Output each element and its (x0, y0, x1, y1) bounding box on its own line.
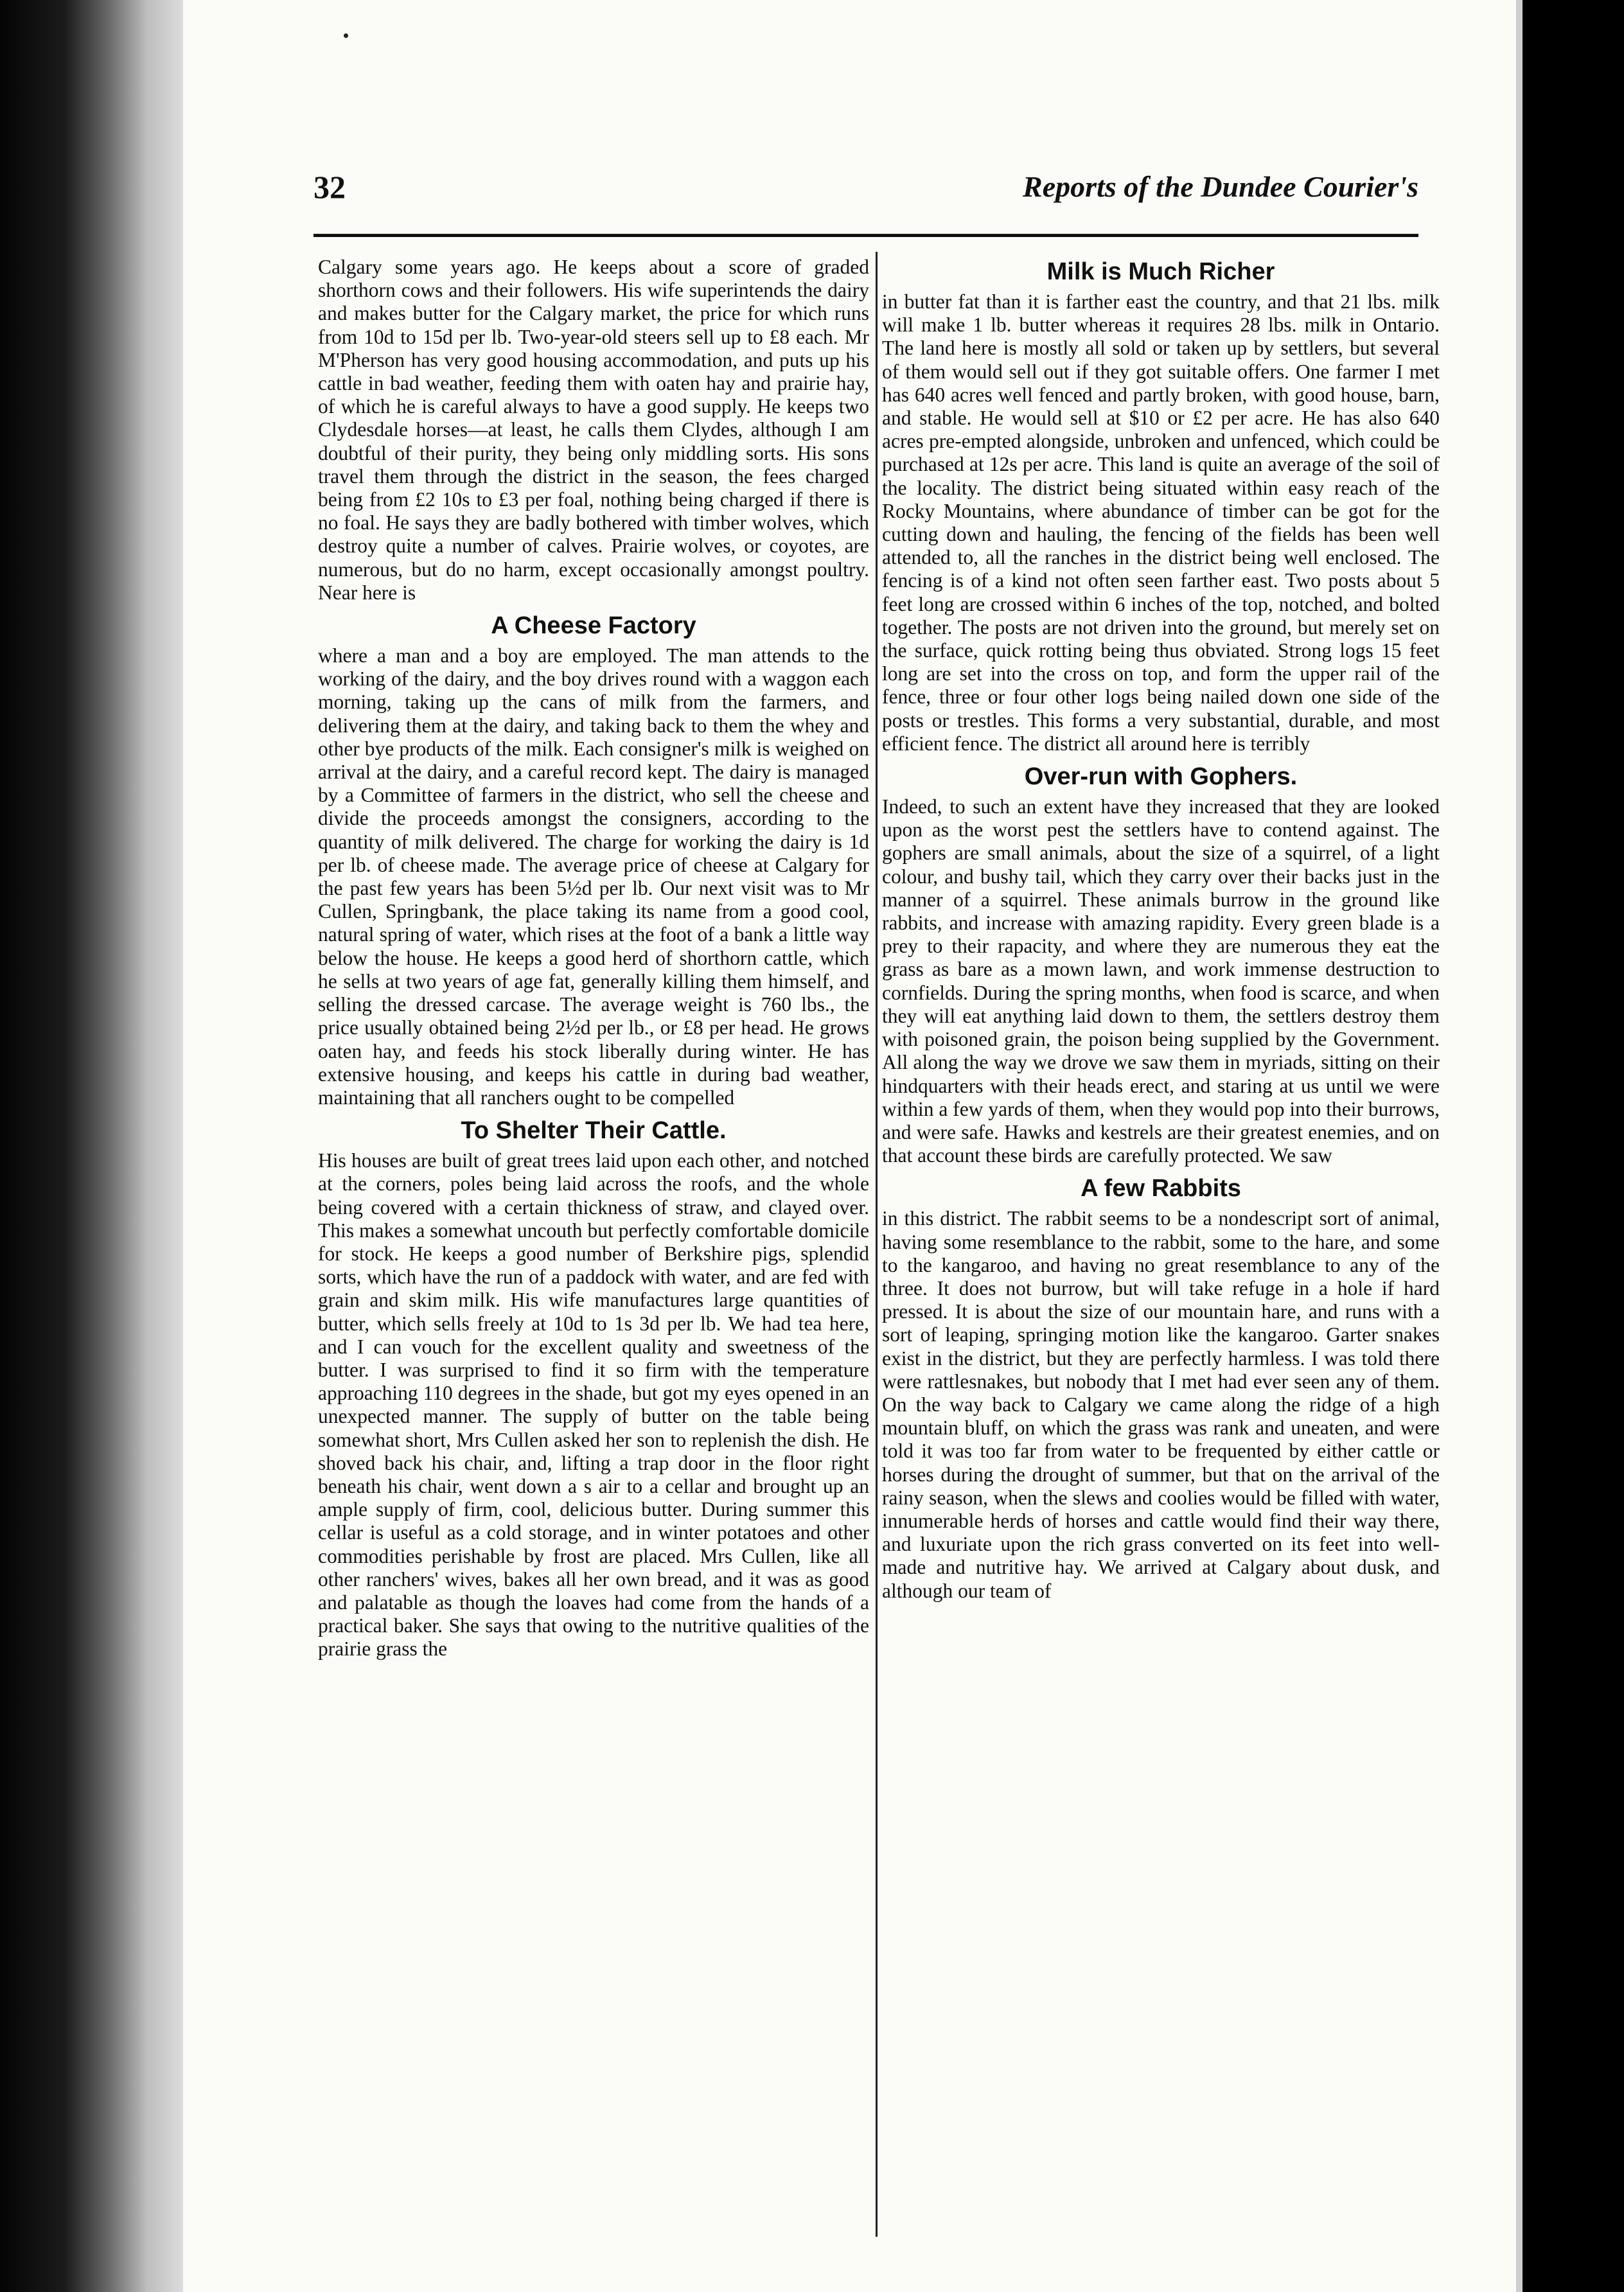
book-spine-shadow (0, 0, 183, 2292)
paragraph: Calgary some years ago. He keeps about a score of graded shorthorn cows and their followers. His wife superintends the dairy and makes butter for the Calgary market, the price for which runs from 10d to 15d per lb. Two-year-old steers sell up to £8 each. Mr M'Pherson has very good housing accommodation, and puts up his cattle in bad weather, feeding them with oaten hay and prairie hay, of which he is careful always to have a good supply. He keeps two Clydesdale horses—at least, he calls them Clydes, although I am doubtful of their purity, they being only middling sorts. His sons travel them through the district in the season, the fees charged being from £2 10s to £3 per foal, nothing being charged if there is no foal. He says they are badly bothered with timber wolves, which destroy quite a number of calves. Prairie wolves, or coyotes, are numerous, but do no harm, except occasionally amongst poultry. Near here is (318, 256, 869, 604)
header-rule (313, 234, 1418, 237)
paragraph: His houses are built of great trees laid upon each other, and notched at the corners, poles being laid across the roofs, and the whole being covered with a certain thickness of straw, and clayed over. This makes a somewhat uncouth but perfectly comfortable domicile for stock. He keeps a good number of Berkshire pigs, splendid sorts, which have the run of a paddock with water, and are fed with grain and skim milk. His wife manufactures large quantities of butter, which sells freely at 10d to 1s 3d per lb. We had tea here, and I can vouch for the excellent quality and sweetness of the butter. I was surprised to find it so firm with the temperature approaching 110 degrees in the shade, but got my eyes opened in an unexpected manner. The supply of butter on the table being somewhat short, Mrs Cullen asked her son to replenish the dish. He shoved back his chair, and, lifting a trap door in the floor right beneath his chair, went down a s air to a cellar and brought up an ample supply of firm, cool, delicious butter. During summer this cellar is useful as a cold storage, and in winter potatoes and other commodities perishable by frost are placed. Mrs Cullen, like all other ranchers' wives, bakes all her own bread, and it was as good and palatable as though the loaves had come from the hands of a practical baker. She says that owing to the nutritive qualities of the prairie grass the (318, 1149, 869, 1661)
paragraph: Indeed, to such an extent have they increased that they are looked upon as the worst pest the settlers have to contend against. The gophers are small animals, about the size of a squirrel, of a light colour, and bushy tail, which they carry over their backs just in the manner of a squirrel. These animals burrow in the ground like rabbits, and increase with amazing rapidity. Every green blade is a prey to their rapacity, and where they are numerous they eat the grass as bare as a mown lawn, and work immense destruction to cornfields. During the spring months, when food is scarce, and when they will eat anything laid down to them, the settlers destroy them with poisoned grain, the poison being supplied by the Government. All along the way we drove we saw them in myriads, sitting on their hindquarters with their heads erect, and staring at us until we were within a few yards of them, when they would pop into their burrows, and were safe. Hawks and kestrels are their greatest enemies, and on that account these birds are carefully protected. We saw (882, 795, 1440, 1167)
page-header (313, 168, 1418, 213)
section-heading: To Shelter Their Cattle. (461, 1117, 727, 1145)
section-heading: Over-run with Gophers. (1024, 763, 1298, 791)
dust-speck (344, 33, 348, 38)
running-title: Reports of the Dundee Courier's (1023, 170, 1418, 203)
section-heading: Milk is Much Richer (1046, 258, 1275, 285)
page-number: 32 (313, 169, 346, 205)
right-column (882, 256, 1440, 1603)
paragraph: in this district. The rabbit seems to be a nondescript sort of animal, having some resemblance to the rabbit, some to the hare, and some to the kangaroo, and having no great resemblance to any of the three. It does not burrow, but will take refuge in a hole if hard pressed. It is about the size of our mountain hare, and runs with a sort of leaping, springing motion like the kangaroo. Garter snakes exist in the district, but they are perfectly harmless. I was told there were rattlesnakes, but nobody that I met had ever seen any of them. On the way back to Calgary we came along the ridge of a high mountain bluff, on which the grass was rank and uneaten, and were told it was too far from water to be frequented by either cattle or horses during the drought of summer, but that on the arrival of the rainy season, when the slews and coolies would be filled with water, innumerable herds of horses and cattle would find their way there, and luxuriate upon the rich grass converted on its feet into well-made and nutritive hay. We arrived at Calgary about dusk, and although our team of (882, 1207, 1440, 1602)
right-margin-dark (1522, 0, 1624, 2292)
paragraph: in butter fat than it is farther east the country, and that 21 lbs. milk will make 1 lb. butter whereas it requires 28 lbs. milk in Ontario. The land here is mostly all sold or taken up by settlers, but several of them would sell out if they got suitable offers. One farmer I met has 640 acres well fenced and partly broken, with good house, barn, and stable. He would sell at $10 or £2 per acre. He has also 640 acres pre-empted alongside, unbroken and unfenced, which could be purchased at 12s per acre. This land is quite an average of the soil of the locality. The district being situated within easy reach of the Rocky Mountains, where abundance of timber can be got for the cutting down and hauling, the fencing of the fields has been well attended to, all the ranches in the district being well enclosed. The fencing is of a kind not often seen farther east. Two posts about 5 feet long are crossed within 6 inches of the top, notched, and bolted together. The posts are not driven into the ground, but merely set on the surface, quick rotting being thus obviated. Strong logs 15 feet long are set into the cross on top, and form the upper rail of the fence, three or four other logs being nailed down one side of the posts or trestles. This forms a very substantial, durable, and most efficient fence. The district all around here is terribly (882, 290, 1440, 755)
paragraph: where a man and a boy are employed. The man attends to the working of the dairy, and the boy drives round with a waggon each morning, taking up the cans of milk from the farmers, and delivering them at the dairy, and taking back to them the whey and other bye products of the milk. Each consigner's milk is weighed on arrival at the dairy, and a careful record kept. The dairy is managed by a Committee of farmers in the district, who sell the cheese and divide the proceeds amongst the consigners, according to the quantity of milk delivered. The charge for working the dairy is 1d per lb. of cheese made. The average price of cheese at Calgary for the past few years has been 5½d per lb. Our next visit was to Mr Cullen, Springbank, the place taking its name from a good cool, natural spring of water, which rises at the foot of a bank a little way below the house. He keeps a good herd of shorthorn cattle, which he sells at two years of age fat, generally killing them himself, and selling the dressed carcase. The average weight is 760 lbs., the price usually obtained being 2½d per lb., or £8 per head. He grows oaten hay, and feeds his stock liberally during winter. He has extensive housing, and keeps his cattle in during bad weather, maintaining that all ranchers ought to be compelled (318, 644, 869, 1109)
left-column (318, 256, 869, 1661)
section-heading: A few Rabbits (1081, 1175, 1241, 1203)
section-heading: A Cheese Factory (491, 612, 696, 640)
column-divider (876, 252, 878, 2237)
